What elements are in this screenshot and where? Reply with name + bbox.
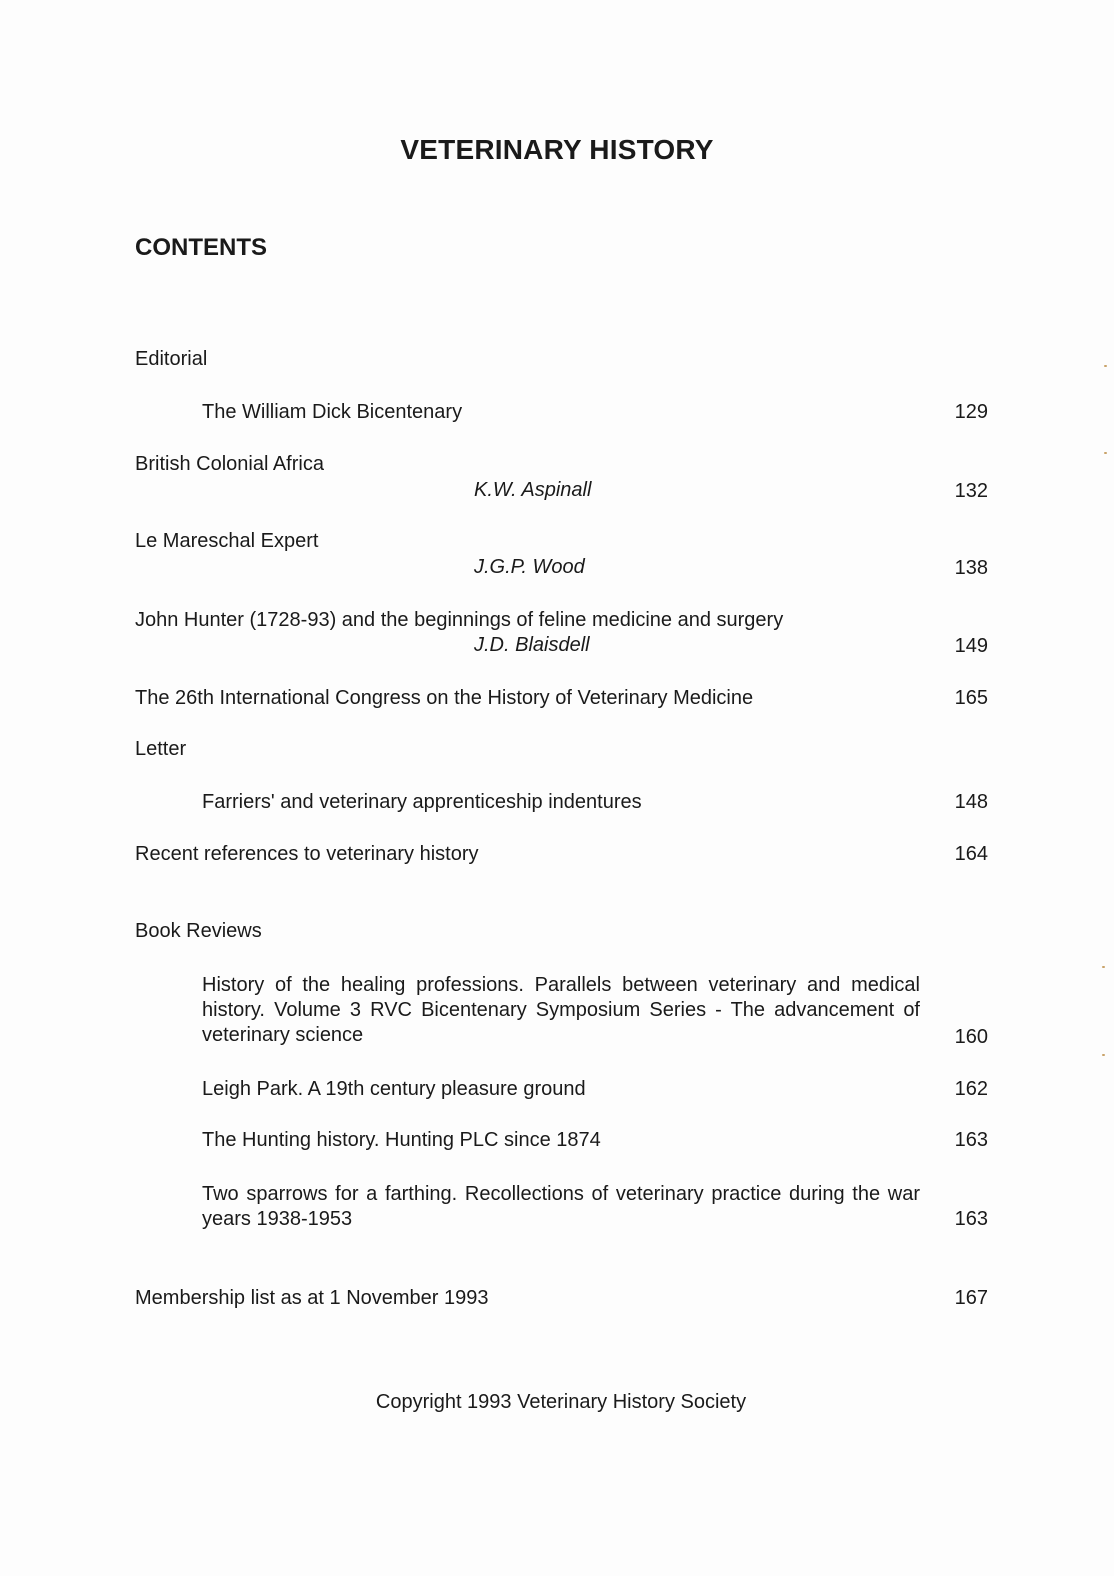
article-page-mareschal: 138 (954, 557, 988, 579)
journal-title: VETERINARY HISTORY (400, 134, 714, 165)
article-title-congress: The 26th International Congress on the History of Veterinary Medicine (135, 687, 754, 709)
review-page-healing-professions: 160 (954, 1026, 988, 1048)
article-author-african: K.W. Aspinall (474, 479, 592, 501)
editorial-item-title: The William Dick Bicentenary (202, 401, 463, 423)
contents-heading: CONTENTS (135, 234, 267, 261)
article-page-hunter: 149 (954, 635, 988, 657)
article-author-hunter: J.D. Blaisdell (474, 634, 590, 656)
scan-speck (1102, 1054, 1105, 1056)
article-page-congress: 165 (954, 687, 988, 709)
review-page-hunting-history: 163 (954, 1129, 988, 1151)
article-title-hunter: John Hunter (1728-93) and the beginnings of feline medicine and surgery (135, 609, 784, 631)
article-title-african: British Colonial Africa (135, 453, 324, 475)
book-reviews-heading: Book Reviews (135, 920, 262, 942)
review-title-two-sparrows: Two sparrows for a farthing. Recollections of veterinary practice during the war years 1938-1953 (202, 1183, 920, 1230)
review-page-leigh-park: 162 (954, 1078, 988, 1100)
letter-item-title: Farriers' and veterinary apprenticeship indentures (202, 791, 642, 813)
recent-references-page: 164 (954, 843, 988, 865)
scan-speck (1104, 452, 1107, 454)
scan-speck (1104, 365, 1107, 367)
letter-heading: Letter (135, 738, 187, 760)
article-title-mareschal: Le Mareschal Expert (135, 530, 319, 552)
editorial-page-number: 129 (954, 401, 988, 423)
article-page-african: 132 (954, 480, 988, 502)
membership-list-page: 167 (954, 1287, 988, 1309)
editorial-heading: Editorial (135, 348, 208, 370)
review-title-leigh-park: Leigh Park. A 19th century pleasure ground (202, 1078, 586, 1100)
article-author-mareschal: J.G.P. Wood (474, 556, 585, 578)
copyright-notice: Copyright 1993 Veterinary History Society (375, 1391, 747, 1413)
review-title-hunting-history: The Hunting history. Hunting PLC since 1874 (202, 1129, 601, 1151)
scan-speck (1102, 966, 1105, 968)
membership-list-title: Membership list as at 1 November 1993 (135, 1287, 489, 1309)
review-title-healing-professions: History of the healing professions. Parallels between veterinary and medical history. Volume 3 RVC Bicentenary Symposium Series - The advancement of veterinary science (202, 974, 920, 1046)
letter-page-number: 148 (954, 791, 988, 813)
recent-references-title: Recent references to veterinary history (135, 843, 479, 865)
review-page-two-sparrows: 163 (954, 1208, 988, 1230)
